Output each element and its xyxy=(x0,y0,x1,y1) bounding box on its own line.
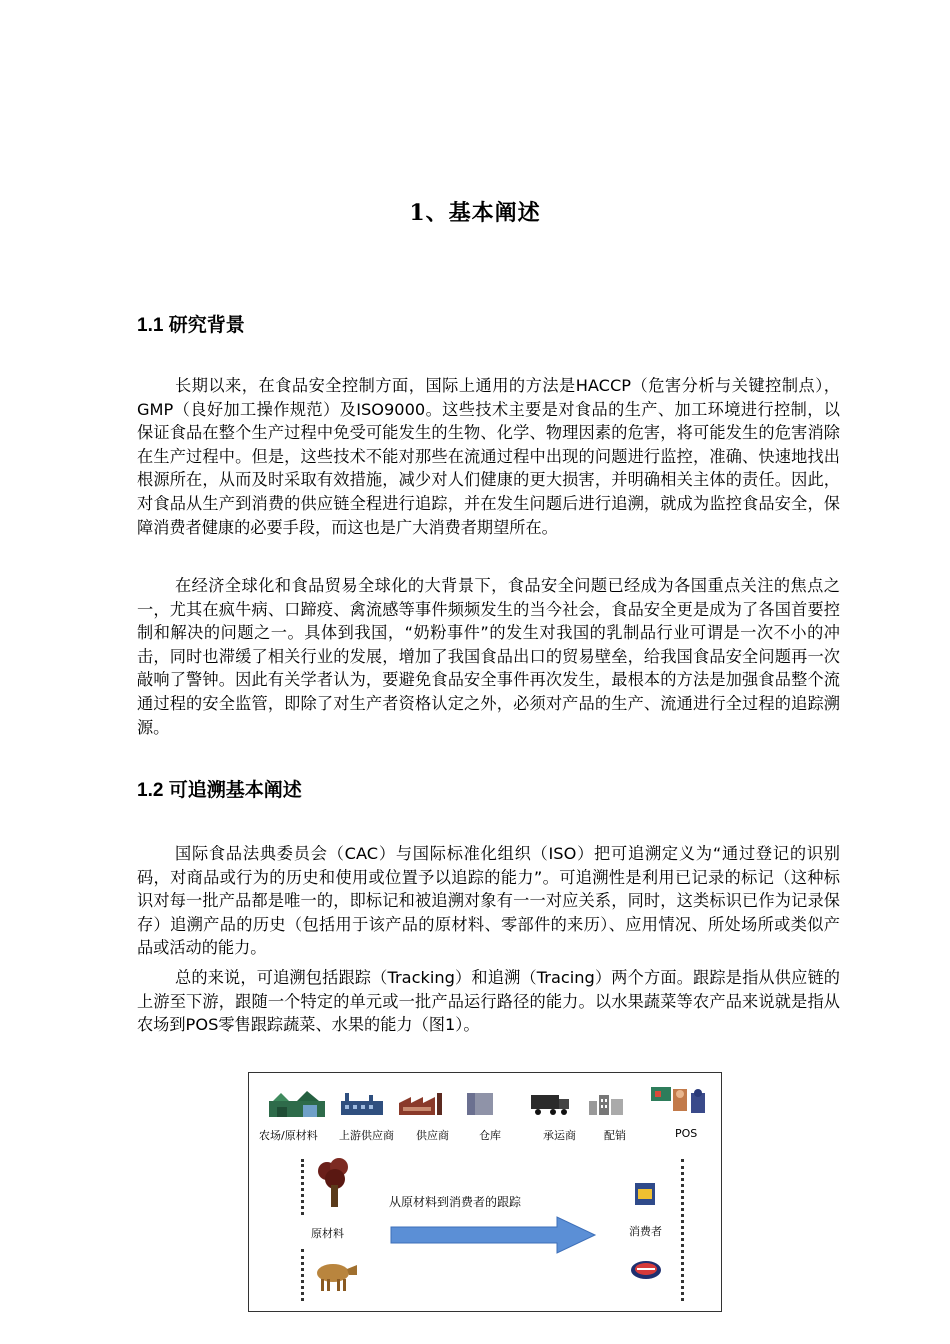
upstream-factory-icon xyxy=(339,1091,385,1117)
chain-label-supplier: 供应商 xyxy=(416,1129,449,1142)
farm-icon xyxy=(267,1089,329,1119)
left-boundary-line-lower xyxy=(301,1249,304,1301)
raw-material-tree-icon xyxy=(315,1157,353,1209)
consumer-product-icon xyxy=(633,1181,657,1207)
section-heading-1-1: 1.1 研究背景 xyxy=(137,315,245,336)
carrier-truck-icon xyxy=(529,1091,573,1117)
paragraph-traceability-2: 总的来说，可追溯包括跟踪（Tracking）和追溯（Tracing）两个方面。跟踪是指从供应链的上游至下游，跟随一个特定的单元或一批产品运行路径的能力。以水果蔬菜等农产品来说就是指从农场到POS零售跟踪蔬菜、水果的能力（图1）。 xyxy=(137,968,840,1035)
paragraph-background-2: 在经济全球化和食品贸易全球化的大背景下，食品安全问题已经成为各国重点关注的焦点之一，尤其在疯牛病、口蹄疫、禽流感等事件频频发生的当今社会，食品安全更是成为了各国首要控制和解决的问题之一。具体到我国，“奶粉事件”的发生对我国的乳制品行业可谓是一次不小的冲击，同时也滞缓了相关行业的发展，增加了我国食品出口的贸易壁垒，给我国食品安全问题再一次敲响了警钟。因此有关学者认为，要避免食品安全事件再次发生，最根本的方法是加强食品整个流通过程的安全监管，即除了对生产者资格认定之外，必须对产品的生产、流通进行全过程的追踪溯源。 xyxy=(137,576,840,737)
chain-label-upstream-supplier: 上游供应商 xyxy=(339,1129,394,1142)
right-boundary-line xyxy=(681,1159,684,1301)
tracking-arrow xyxy=(389,1215,599,1255)
figure-tracking-diagram xyxy=(248,1072,722,1312)
chain-label-pos: POS xyxy=(675,1127,698,1140)
consumer-label: 消费者 xyxy=(629,1225,662,1238)
tracking-arrow-label: 从原材料到消费者的跟踪 xyxy=(389,1195,522,1209)
paragraph-traceability-1: 国际食品法典委员会（CAC）与国际标准化组织（ISO）把可追溯定义为“通过登记的识别码，对商品或行为的历史和使用或位置予以追踪的能力”。可追溯性是利用已记录的标记（这种标识对每一批产品都是唯一的，即标记和被追溯对象有一一对应关系，同时，这类标识已作为记录保存）追溯产品的历史（包括用于该产品的原材料、零部件的来历）、应用情况、所处场所或类似产品或活动的能力。 xyxy=(137,844,840,958)
left-boundary-line-upper xyxy=(301,1159,304,1215)
consumer-package-icon xyxy=(629,1259,663,1281)
supplier-factory-icon xyxy=(397,1091,449,1117)
cow-icon xyxy=(311,1257,359,1293)
chain-label-carrier: 承运商 xyxy=(543,1129,576,1142)
pos-store-icon xyxy=(649,1085,709,1117)
chain-label-warehouse: 仓库 xyxy=(479,1129,501,1142)
warehouse-icon xyxy=(465,1091,495,1117)
chain-label-distribution: 配销 xyxy=(604,1129,626,1142)
chapter-title: 1、基本阐述 xyxy=(409,200,541,226)
raw-material-label: 原材料 xyxy=(311,1227,344,1240)
section-heading-1-2: 1.2 可追溯基本阐述 xyxy=(137,780,302,801)
distribution-icon xyxy=(587,1091,627,1117)
paragraph-background-1: 长期以来，在食品安全控制方面，国际上通用的方法是HACCP（危害分析与关键控制点），GMP（良好加工操作规范）及ISO9000。这些技术主要是对食品的生产、加工环境进行控制，以保证食品在整个生产过程中免受可能发生的生物、化学、物理因素的危害，将可能发生的危害消除在生产过程中。但是，这些技术不能对那些在流通过程中出现的问题进行监控，准确、快速地找出根源所在，从而及时采取有效措施，减少对人们健康的更大损害，并明确相关主体的责任。因此，对食品从生产到消费的供应链全程进行追踪，并在发生问题后进行追溯，就成为监控食品安全，保障消费者健康的必要手段，而这也是广大消费者期望所在。 xyxy=(137,376,840,537)
chain-label-farm: 农场/原材料 xyxy=(259,1129,318,1142)
